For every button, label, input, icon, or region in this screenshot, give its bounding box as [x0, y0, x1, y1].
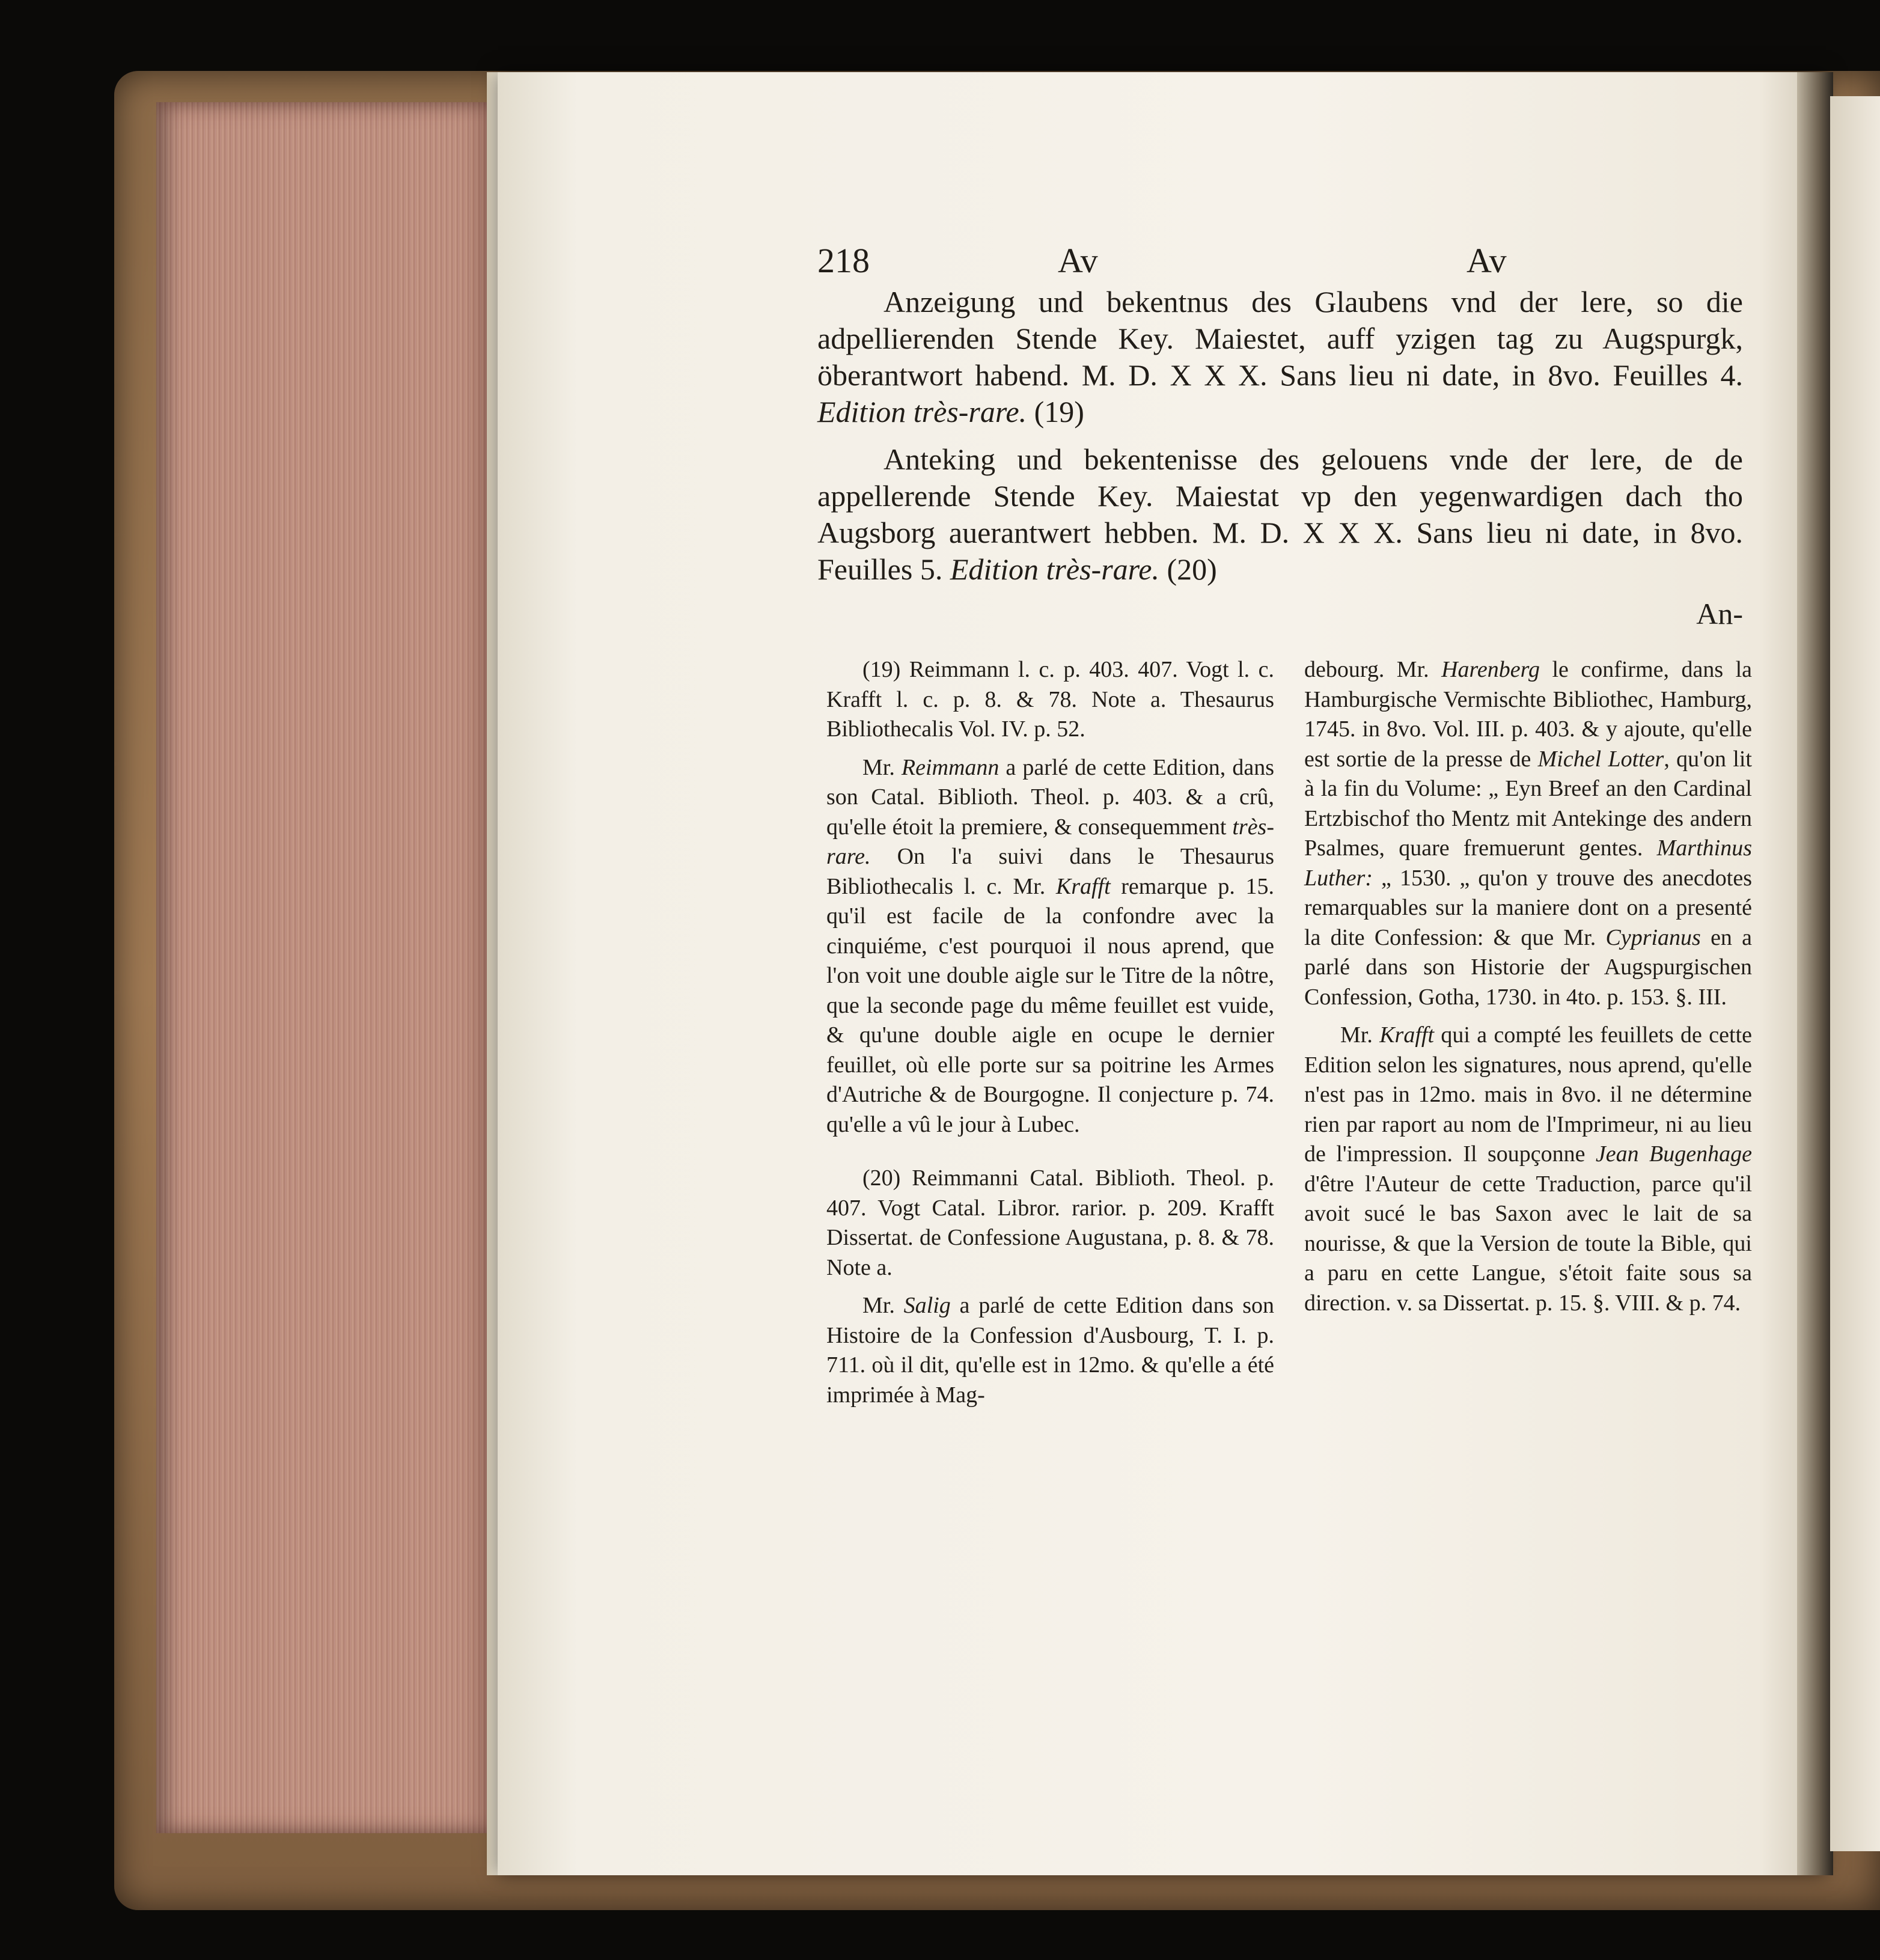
facing-page-edge	[1830, 96, 1880, 1851]
bibliography-entry-1	[817, 284, 1743, 430]
page-content	[817, 240, 1753, 1408]
running-head	[817, 240, 1743, 284]
footnote-paragraph: Mr. Krafft qui a compté les feuillets de cette Edition selon les signatures, nous aprend, qu'elle n'est pas in 12mo. mais in 8vo. il ne détermine rien par raport au nom de l'Imprimeur, ni au lieu de l'impression. Il soupçonne Jean Bugenhage d'être l'Auteur de cette Traduction, parce qu'il avoit sucé le bas Saxon avec le lait de sa nourisse, & que la Version de toute la Bible, qui a paru en cette Langue, s'étoit faite sous sa direction. v. sa Dissertat. p. 15. §. VIII. & p. 74.	[1304, 1022, 1752, 1316]
page-edges-red-speckled	[156, 102, 493, 1833]
footnotes-left-column	[826, 655, 1274, 1418]
catchword: An-	[1696, 597, 1743, 630]
page-number: 218	[817, 241, 870, 280]
footnote-paragraph: (20) Reimmanni Catal. Biblioth. Theol. p. 407. Vogt Catal. Libror. rarior. p. 209. Krafft Dissertat. de Confessione Augustana, p. 8. & 78. Note a.	[826, 1165, 1274, 1280]
bibliography-entry-2	[817, 441, 1743, 588]
entry-text: Anteking und bekentenisse des gelouens vnde der lere, de de appellerende Stende Key. Maiestat vp den yegenwardigen dach tho Augsborg auerantwert hebben. M. D. X X X. Sans lieu ni date, in 8vo. Feuilles 5.	[817, 442, 1743, 586]
running-head-left: Av	[1058, 241, 1098, 280]
book-gutter	[1797, 72, 1833, 1875]
entry-rarity: Edition très-rare.	[950, 552, 1159, 586]
running-head-right: Av	[1466, 241, 1507, 280]
note-reference: (20)	[1167, 552, 1217, 586]
entry-rarity: Edition très-rare.	[817, 395, 1027, 429]
footnote-paragraph: (19) Reimmann l. c. p. 403. 407. Vogt l. c. Krafft l. c. p. 8. & 78. Note a. Thesaurus Bibliothecalis Vol. IV. p. 52.	[826, 657, 1274, 742]
note-reference: (19)	[1034, 395, 1084, 429]
footnotes	[817, 655, 1753, 1617]
footnotes-right-column	[1304, 655, 1752, 1327]
footnote-paragraph: Mr. Reimmann a parlé de cette Edition, dans son Catal. Biblioth. Theol. p. 403. & a crû, qu'elle étoit la premiere, & consequemment très-rare. On l'a suivi dans le Thesaurus Bibliothecalis l. c. Mr. Krafft remarque p. 15. qu'il est facile de la confondre avec la cinquiéme, c'est pourquoi il nous aprend, que l'on voit une double aigle sur le Titre de la nôtre, que la seconde page du même feuillet est vuide, & qu'une double aigle en ocupe le dernier feuillet, où elle porte sur sa poitrine les Armes d'Autriche & de Bourgogne. Il conjecture p. 74. qu'elle a vû le jour à Lubec.	[826, 754, 1274, 1137]
footnote-paragraph: debourg. Mr. Harenberg le confirme, dans la Hamburgische Vermischte Bibliothec, Hamburg, 1745. in 8vo. Vol. III. p. 403. & y ajoute, qu'elle est sortie de la presse de Michel Lotter, qu'on lit à la fin du Volume: „ Eyn Breef an den Cardinal Ertzbischof tho Mentz mit Antekinge des andern Psalmes, quare fremuerunt gentes. Marthinus Luther: „ 1530. „ qu'on y trouve des anecdotes remarquables sur la maniere dont on a presenté la dite Confession: & que Mr. Cyprianus en a parlé dans son Historie der Augspurgischen Confession, Gotha, 1730. in 4to. p. 153. §. III.	[1304, 657, 1753, 1010]
entry-text: Anzeigung und bekentnus des Glaubens vnd der lere, so die adpellierenden Stende Key. Maiestet, auff yzigen tag zu Augspurgk, öberantwort habend. M. D. X X X. Sans lieu ni date, in 8vo. Feuilles 4.	[817, 285, 1743, 392]
footnote-paragraph: Mr. Salig a parlé de cette Edition dans son Histoire de la Confession d'Ausbourg, T. I. p. 711. où il dit, qu'elle est in 12mo. & qu'elle a été imprimée à Mag-	[826, 1293, 1274, 1408]
